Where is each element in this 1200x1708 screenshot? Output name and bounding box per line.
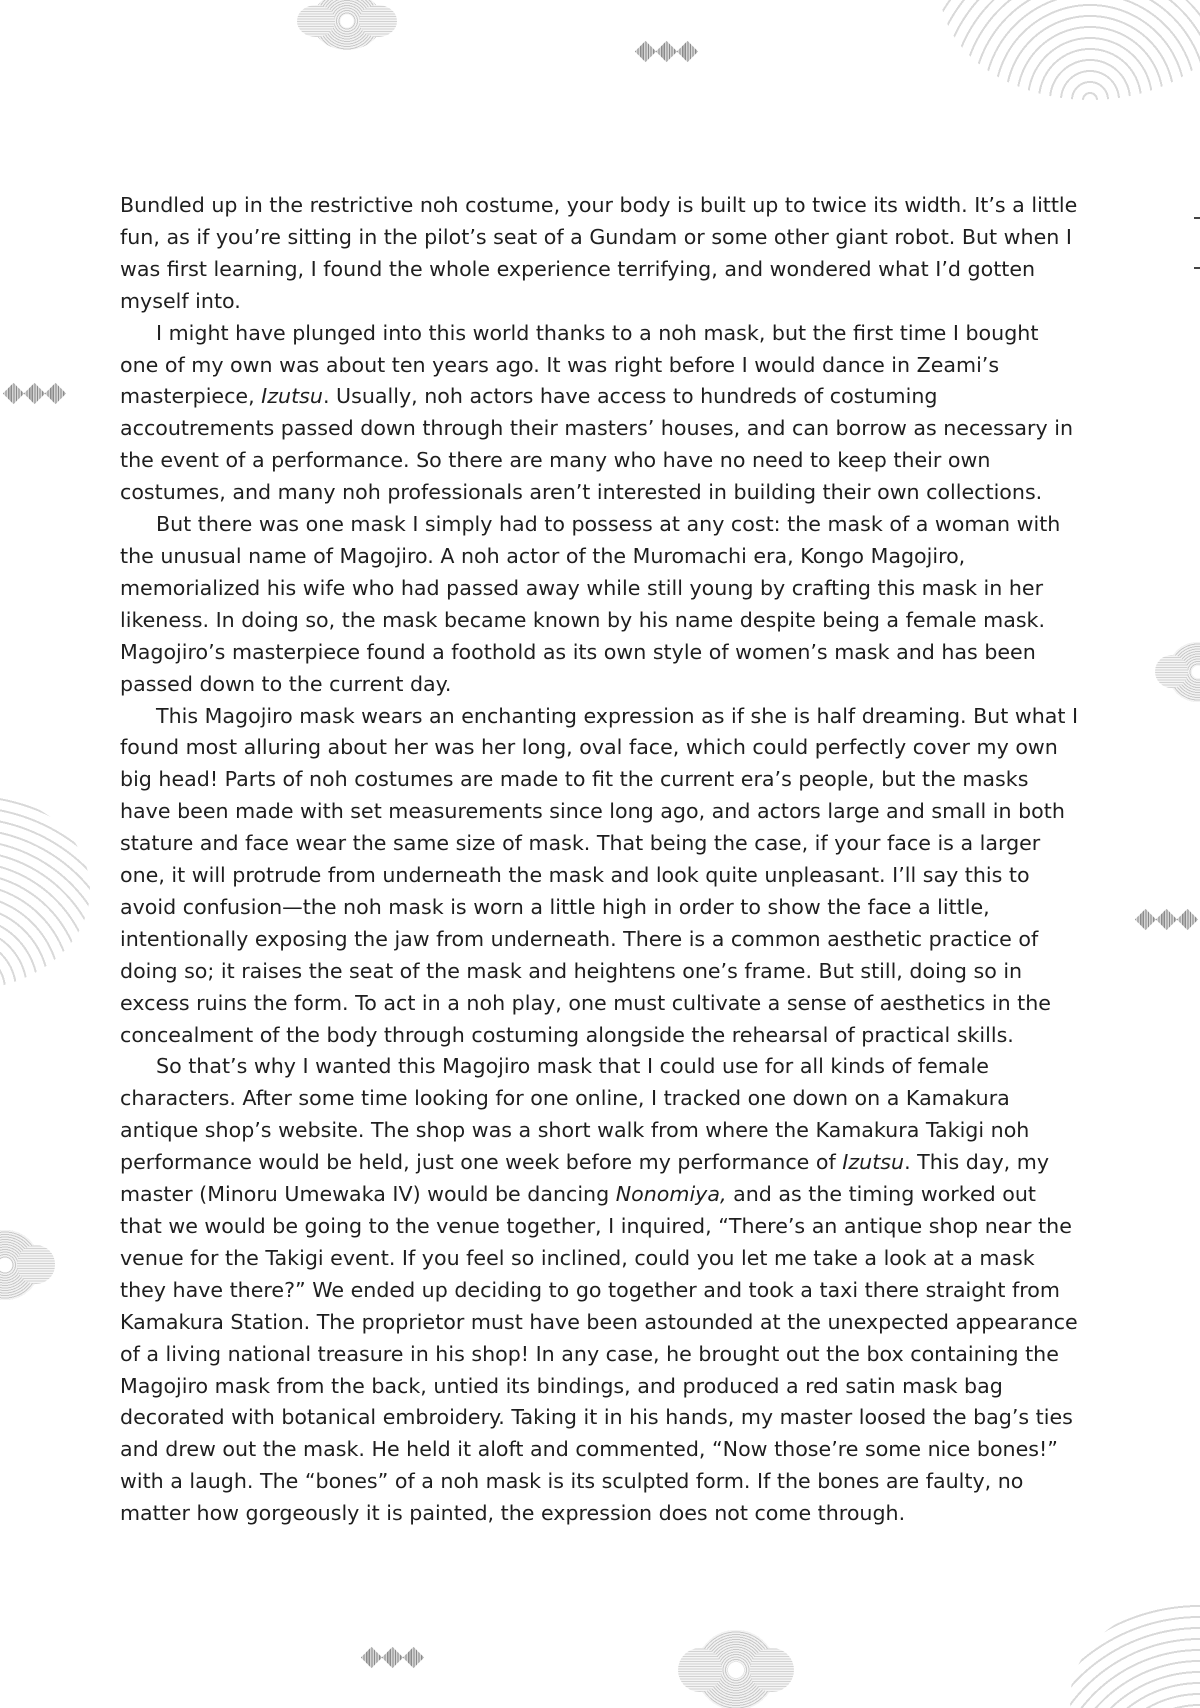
paragraph (120, 318, 1080, 509)
bottom-diamond-ornament (362, 1650, 423, 1665)
diamond-ornament (635, 41, 656, 62)
top-crest-ornament (312, 0, 382, 50)
diamond-ornament (1177, 909, 1198, 930)
paragraph (120, 190, 1080, 318)
paragraph-text: I might have plunged into this world thanks to a noh mask, but the first time I bought one of my own was about ten years ago. It was right before I would dance in Zeami’s masterpiece, (120, 320, 1039, 409)
paragraph (120, 509, 1080, 700)
top-right-wave-ornament (940, 0, 1200, 100)
paragraph-text: This Magojiro mask wears an enchanting expression as if she is half dreaming. But what I found most alluring about her was her long, oval face, which could perfectly cover my own big head! Parts of noh costumes are made to fit the current era’s people, but the masks have been made with set measurements since long ago, and actors large and small in both stature and face wear the same size of mask. That being the case, if your face is a larger one, it will protrude from underneath the mask and look quite unpleasant. I’ll say this to avoid confusion—the noh mask is worn a little high in order to show the face a little, intentionally exposing the jaw from underneath. There is a common aesthetic practice of doing so; it raises the seat of the mask and heightens one’s frame. But still, doing so in excess ruins the form. To act in a noh play, one must cultivate a sense of aesthetics in the concealment of the body through costuming alongside the rehearsal of practical skills. (120, 703, 1079, 1047)
diamond-ornament (1156, 909, 1177, 930)
paragraph-text: . Usually, noh actors have access to hundreds of costuming accoutrements passed down through their masters’ houses, and can borrow as necessary in the event of a performance. So there are many who have no need to keep their own costumes, and many noh professionals aren’t interested in building their own collections. (120, 384, 1073, 505)
paragraph (120, 1051, 1080, 1530)
paragraph-text: and as the timing worked out that we would be going to the venue together, I inquired, “There’s an antique shop near the venue for the Takigi event. If you feel so inclined, could you let me take a look at a mask they have there?” We ended up deciding to go together and took a taxi there straight from Kamakura Station. The proprietor must have been astounded at the unexpected appearance of a living national treasure in his shop! In any case, he brought out the box containing the Magojiro mask from the back, untied its bindings, and produced a red satin mask bag decorated with botanical embroidery. Taking it in his hands, my master loosed the bag’s ties and drew out the mask. He held it aloft and commented, “Now those’re some nice bones!” with a laugh. The “bones” of a noh mask is its sculpted form. If the bones are faulty, no matter how gorgeously it is painted, the expression does not come through. (120, 1182, 1078, 1526)
bottom-right-wave-ornament (1070, 1600, 1200, 1708)
italic-title: Izutsu (261, 384, 323, 409)
paragraph-text: But there was one mask I simply had to possess at any cost: the mask of a woman with the unusual name of Magojiro. A noh actor of the Muromachi era, Kongo Magojiro, memorialized his wife who had passed away while still young by crafting this mask in her likeness. In doing so, the mask became known by his name despite being a female mask. Magojiro’s masterpiece found a foothold as its own style of women’s mask and has been passed down to the current day. (120, 512, 1061, 696)
diamond-ornament (382, 1647, 403, 1668)
left-diamond-ornament (4, 386, 65, 401)
top-diamond-ornament (636, 44, 697, 59)
right-diamond-ornament (1136, 912, 1197, 927)
left-wave-ornament (0, 790, 90, 990)
paragraph-text: So that’s why I wanted this Magojiro mask that I could use for all kinds of female characters. After some time looking for one online, I tracked one down on a Kamakura antique shop’s website. The shop was a short walk from where the Kamakura Takigi noh performance would be held, just one week before my performance of (120, 1054, 1030, 1175)
diamond-ornament (361, 1647, 382, 1668)
paragraph (120, 701, 1080, 1052)
diamond-ornament (24, 383, 45, 404)
diamond-ornament (3, 383, 24, 404)
paragraph-text: Bundled up in the restrictive noh costume, your body is built up to twice its width. It’s a little fun, as if you’re sitting in the pilot’s seat of a Gundam or some other giant robot. But when I was first learning, I found the whole experience terrifying, and wondered what I’d gotten myself into. (120, 193, 1078, 313)
diamond-ornament (403, 1647, 424, 1668)
diamond-ornament (45, 383, 66, 404)
paragraph-text: . This day, my master (Minoru Umewaka IV) would be dancing (120, 1150, 1050, 1207)
left-crest-ornament (0, 1230, 40, 1300)
bottom-crest-ornament (696, 1630, 776, 1708)
italic-title: Nonomiya, (615, 1182, 727, 1207)
crop-mark (1194, 217, 1200, 219)
italic-title: Izutsu (842, 1150, 905, 1175)
right-crest-ornament (1168, 642, 1200, 702)
diamond-ornament (1135, 909, 1156, 930)
diamond-ornament (677, 41, 698, 62)
crop-mark (1194, 267, 1200, 269)
body-text (120, 190, 1080, 1530)
diamond-ornament (656, 41, 677, 62)
